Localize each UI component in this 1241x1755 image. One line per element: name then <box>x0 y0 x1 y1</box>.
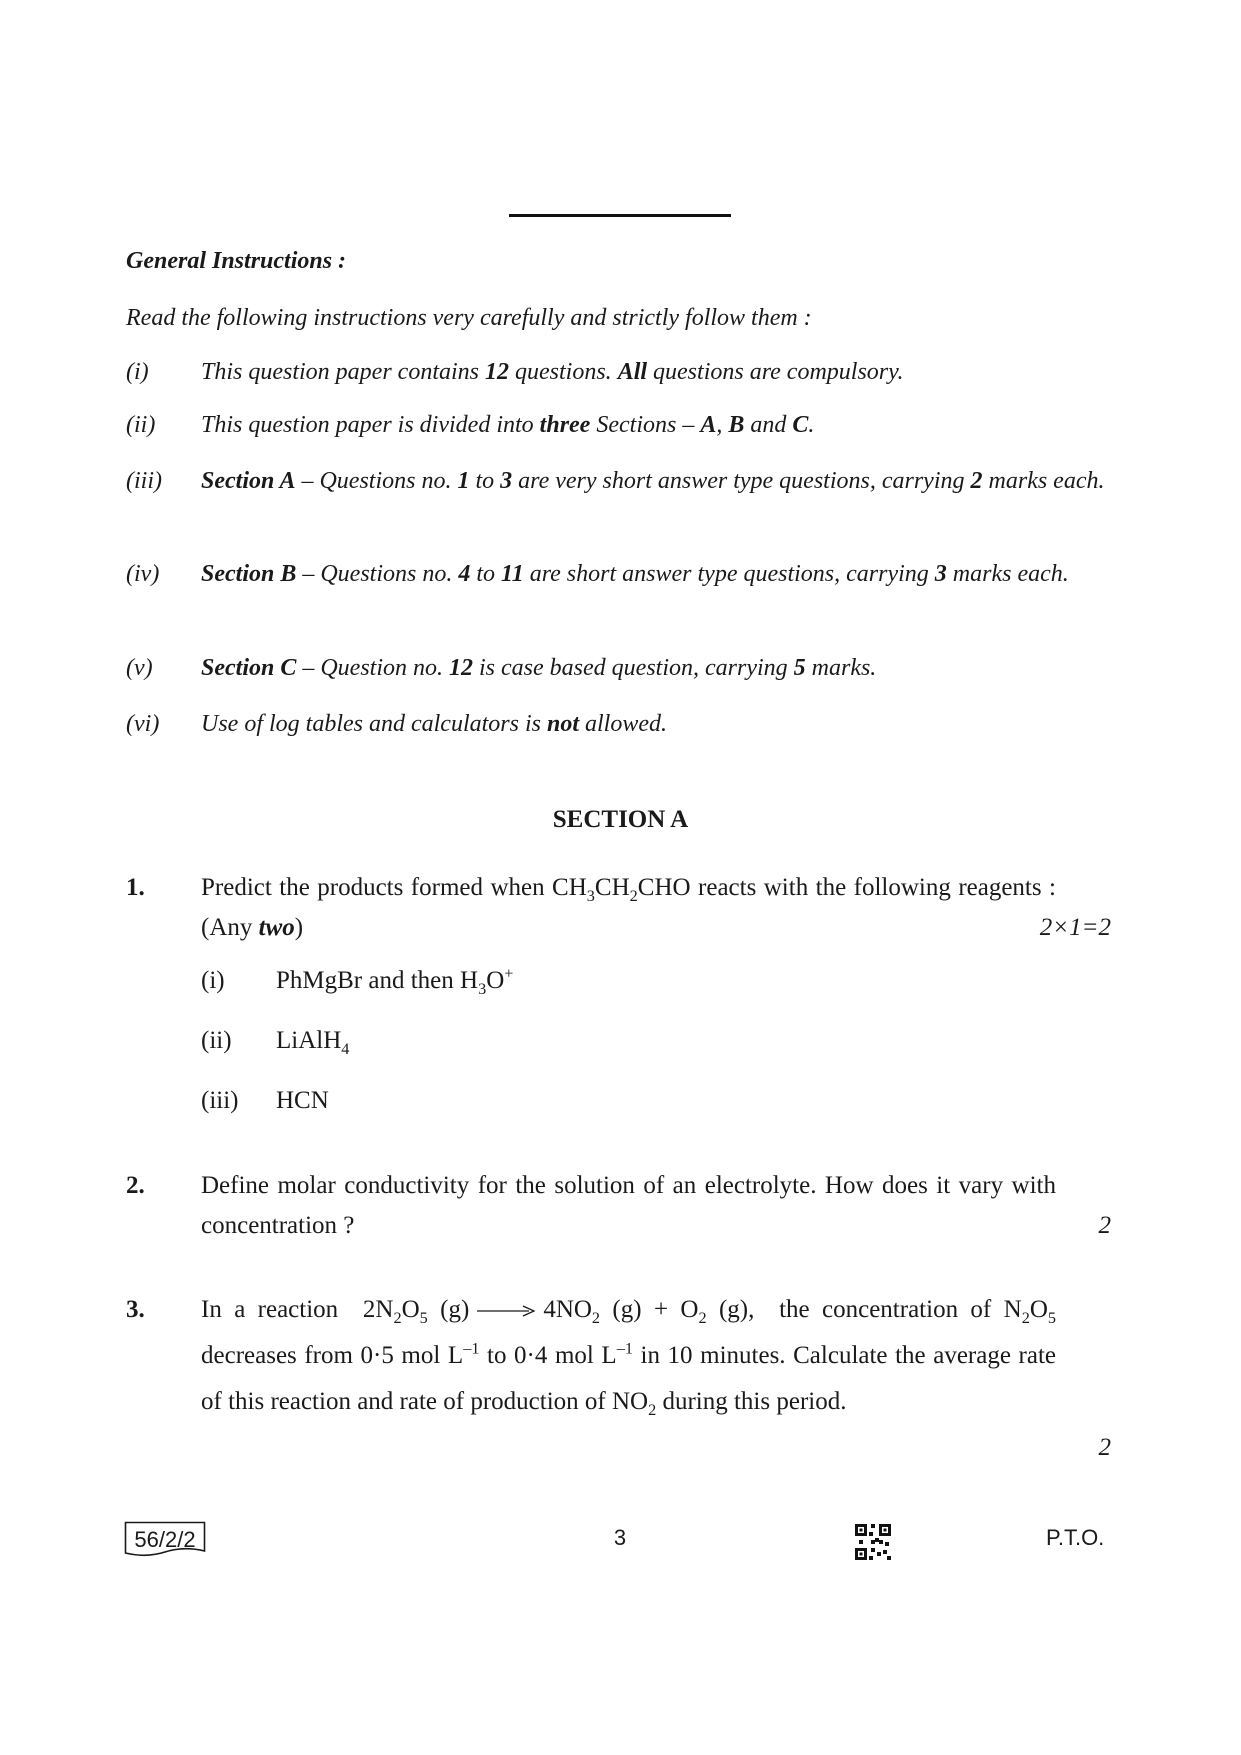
option-number: (ii) <box>201 1027 232 1054</box>
option-text: HCN <box>276 1087 329 1114</box>
instruction-item <box>126 650 1111 687</box>
reaction-arrow-icon <box>477 1305 535 1317</box>
question-number: 3. <box>126 1296 145 1323</box>
question-marks: 2×1=2 <box>1039 914 1111 941</box>
instruction-number: (v) <box>126 655 153 681</box>
question-marks: 2 <box>1098 1212 1111 1239</box>
instruction-text: This question paper is divided into three Sections – A, B and C. <box>201 412 815 438</box>
paper-code-badge <box>124 1521 206 1557</box>
instruction-number: (vi) <box>126 711 160 737</box>
option-number: (iii) <box>201 1087 239 1114</box>
question-text: Define molar conductivity for the solution of an electrolyte. How does it vary with concentration ? <box>201 1172 1056 1239</box>
question-number: 2. <box>126 1172 145 1199</box>
instruction-text: This question paper contains 12 questions. All questions are compulsory. <box>201 359 904 385</box>
option-number: (i) <box>201 967 225 994</box>
option-text: LiAlH$_4$ <box>276 1027 350 1058</box>
instruction-text: Use of log tables and calculators is not allowed. <box>201 711 667 737</box>
instruction-item <box>126 354 1111 391</box>
instruction-number: (iii) <box>126 468 162 494</box>
instruction-number: (ii) <box>126 412 156 438</box>
instruction-text: Section C – Question no. 12 is case based question, carrying 5 marks. <box>201 655 877 681</box>
question-3 <box>126 1287 1111 1461</box>
instruction-text: Section B – Questions no. 4 to 11 are short answer type questions, carrying 3 marks each. <box>201 561 1069 587</box>
instruction-item <box>126 556 1111 593</box>
instructions-title: General Instructions : <box>126 248 347 274</box>
instruction-item <box>126 706 1111 743</box>
page-number: 3 <box>613 1525 627 1550</box>
section-heading: SECTION A <box>552 806 689 833</box>
instruction-item <box>126 407 1111 444</box>
top-rule <box>509 214 731 217</box>
instruction-number: (i) <box>126 359 149 385</box>
question-text: In a reaction $2N_2O_5$ (g) $4NO_2$ $(g) + O_2$ (g), the concentration of $N_2O_5$ decreases from 0·5 mol $L^{-1}$ to 0·4 mol $L^{-1}$ in 10 minutes. Calculate the average rate of this reaction and rate of production of $NO_2$ during this period. <box>201 1296 1056 1419</box>
question-marks: 2 <box>1098 1434 1111 1461</box>
question-text: Predict the products formed when $CH_3CH_2CHO$ reacts with the following reagents : (Any two) <box>201 874 1057 941</box>
question-2 <box>126 1166 1111 1246</box>
paper-code: 56/2/2 <box>134 1527 196 1552</box>
question-1 <box>126 868 1111 948</box>
instructions-intro: Read the following instructions very carefully and strictly follow them : <box>126 305 812 331</box>
qr-code-icon <box>855 1524 891 1560</box>
instruction-text: Section A – Questions no. 1 to 3 are very short answer type questions, carrying 2 marks each. <box>201 468 1105 494</box>
instruction-number: (iv) <box>126 561 160 587</box>
option-text: PhMgBr and then $H_3O^+$ <box>276 964 514 998</box>
pto-label: P.T.O. <box>1046 1525 1105 1550</box>
question-number: 1. <box>126 874 145 901</box>
instruction-item <box>126 463 1111 500</box>
